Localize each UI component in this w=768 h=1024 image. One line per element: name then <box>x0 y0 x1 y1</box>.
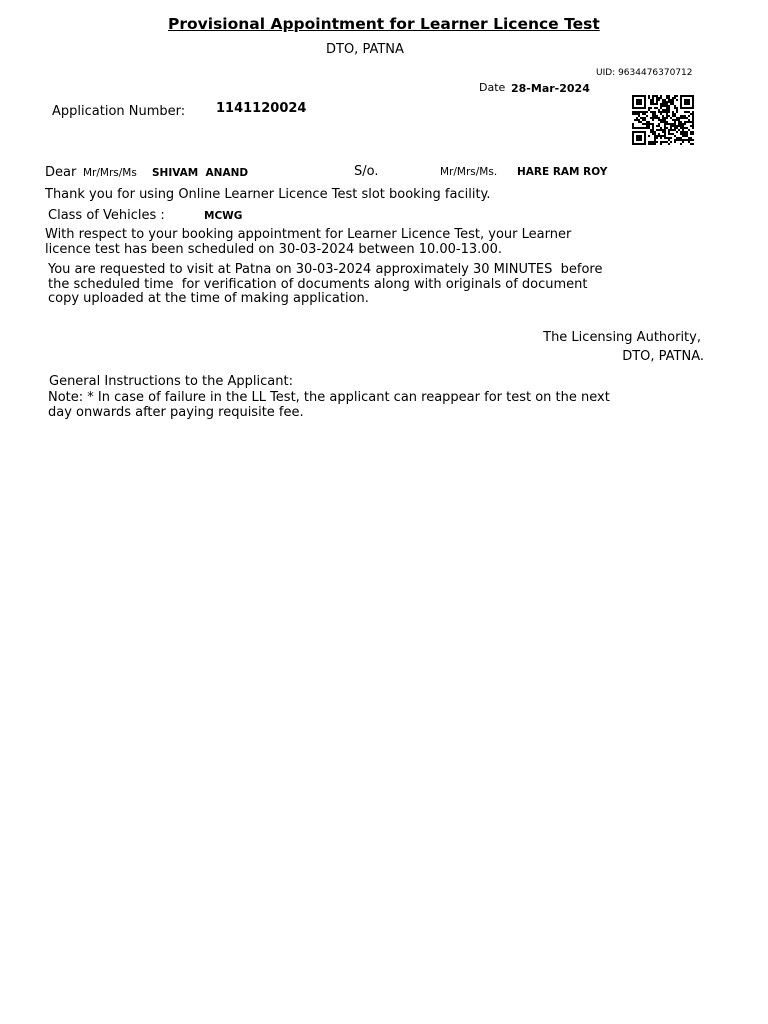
thanks-line: Thank you for using Online Learner Licence Test slot booking facility. <box>45 187 491 202</box>
document-title: Provisional Appointment for Learner Licence Test <box>168 15 600 33</box>
application-number-label: Application Number: <box>52 104 186 119</box>
schedule-paragraph: With respect to your booking appointment for Learner Licence Test, your Learner licence test has been scheduled on 30-03-2024 between 10.00-13.00. <box>45 227 572 257</box>
signatory-title: The Licensing Authority, <box>543 330 701 345</box>
instructions-note: Note: * In case of failure in the LL Test, the applicant can reappear for test on the next day onwards after paying requisite fee. <box>48 390 610 420</box>
dear-text: Dear <box>45 165 77 180</box>
date-label: Date <box>479 81 506 94</box>
applicant-salutation: Mr/Mrs/Ms <box>83 167 137 179</box>
qr-code-icon <box>632 95 694 145</box>
date-value: 28-Mar-2024 <box>511 82 590 95</box>
visit-paragraph: You are requested to visit at Patna on 30-03-2024 approximately 30 MINUTES before the scheduled time for verification of documents along with originals of document copy uploaded at the time of making application. <box>48 262 603 306</box>
vehicle-class-label: Class of Vehicles : <box>48 208 165 223</box>
parent-salutation: Mr/Mrs/Ms. <box>440 166 498 178</box>
uid-text: UID: 9634476370712 <box>596 68 693 78</box>
relation-text: S/o. <box>354 164 379 179</box>
vehicle-class-value: MCWG <box>204 210 243 222</box>
instructions-heading: General Instructions to the Applicant: <box>49 374 293 389</box>
parent-name: HARE RAM ROY <box>517 166 608 178</box>
applicant-name: SHIVAM ANAND <box>152 167 249 179</box>
signatory-office: DTO, PATNA. <box>622 349 704 364</box>
office-name: DTO, PATNA <box>326 42 404 57</box>
application-number-value: 1141120024 <box>216 101 307 116</box>
